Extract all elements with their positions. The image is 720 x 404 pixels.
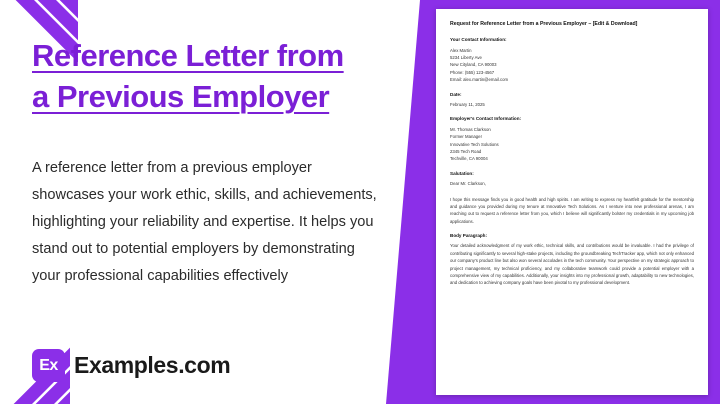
section-line: Dear Mr. Clarkson, — [450, 181, 486, 187]
document-section — [450, 171, 694, 188]
document-section — [450, 37, 694, 83]
section-heading: Employer's Contact Information: — [450, 116, 522, 122]
page-title — [32, 36, 412, 118]
document-preview[interactable] — [436, 9, 708, 395]
document-section — [450, 116, 694, 162]
section-line: February 11, 2025 — [450, 102, 485, 108]
body-text: Your detailed acknowledgment of my work ethic, technical skills, and contributions would be invaluable. I had the privilege of contributing significantly to several high-stake projects, including the groundbreaking TechTracker app, which not only enhanced our company's product line but also won several accolades in the tech community. Your perspective on my strategic approach to project management, my technical proficiency, and my collaborative teamwork could provide a potential employer with a comprehensive view of my capabilities. Additionally, your insights into my professional growth, adaptability to new technologies, and dedication to achieving company goals have been pivotal to my professional development. — [450, 243, 694, 286]
section-line: Innovative Tech Solutions — [450, 141, 499, 147]
section-line: New Cityland, CA 90003 — [450, 62, 497, 68]
page-title-line-2: a Previous Employer — [32, 78, 330, 114]
document-title: Request for Reference Letter from a Previous Employer – [Edit & Download] — [450, 21, 638, 27]
section-line: 2345 Tech Road — [450, 148, 482, 154]
section-line: Former Manager — [450, 134, 482, 140]
section-line: Alex Martin — [450, 47, 472, 53]
section-line: 5234 Liberty Ave — [450, 55, 482, 61]
page-title-line-1: Reference Letter from — [32, 38, 344, 73]
section-heading: Date: — [450, 91, 462, 97]
document-body-paragraph — [450, 233, 694, 287]
intro-text: I hope this message finds you in good health and high spirits. I am writing to express my heartfelt gratitude for the mentorship and guidance you provided during my tenure at Innovative Tech Solutions. As I venture into new professional arenas, I am reaching out to request a reference letter from you, which I believe will significantly bolster my credentials in my upcoming job applications. — [450, 196, 694, 224]
document-section — [450, 92, 694, 109]
section-line: Techville, CA 90004 — [450, 156, 488, 162]
description-text: A reference letter from a previous employer showcases your work ethic, skills, and achievements, highlighting your reliability and expertise. It helps you stand out to potential employers by demonstrating your professional capabilities effectively — [32, 160, 377, 284]
section-line: Phone: (555) 123-4567 — [450, 69, 495, 75]
section-line: Mr. Thomas Clarkson — [450, 126, 491, 132]
section-line: Email: alex.martin@email.com — [450, 77, 509, 83]
brand-name-label: Examples.com — [74, 352, 231, 378]
section-heading: Body Paragraph: — [450, 233, 488, 239]
section-heading: Your Contact Information: — [450, 37, 507, 43]
section-heading: Salutation: — [450, 170, 474, 176]
brand-logo[interactable] — [32, 349, 230, 382]
brand-mark-icon: Ex — [32, 349, 65, 382]
document-intro-paragraph — [450, 196, 694, 226]
